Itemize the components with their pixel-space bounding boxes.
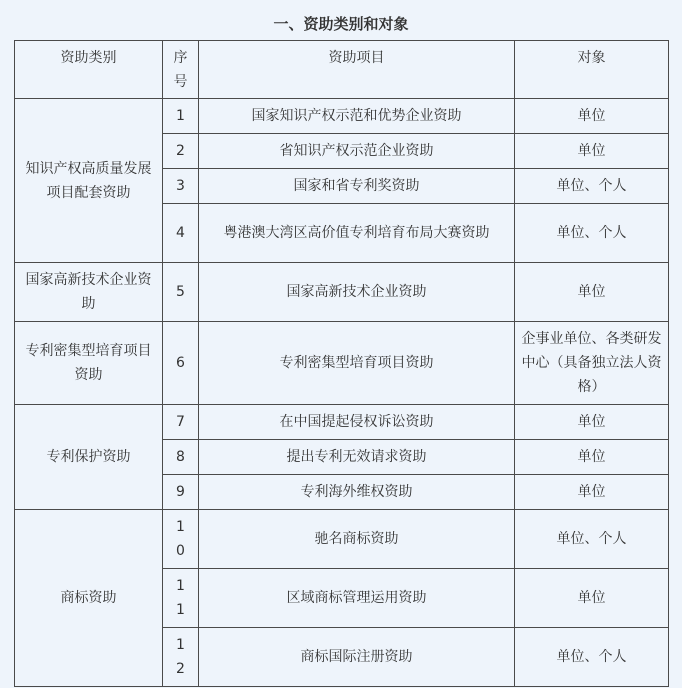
category-cell: [15, 322, 163, 405]
target-cell: 单位: [515, 569, 669, 628]
item-cell: 国家和省专利奖资助: [199, 169, 515, 204]
target-cell: 单位、个人: [515, 204, 669, 263]
category-text: 专利保护资助: [46, 449, 131, 465]
category-text: 国家高新技术企业资助: [25, 272, 152, 312]
seq-cell: [163, 510, 199, 569]
item-cell: 省知识产权示范企业资助: [199, 134, 515, 169]
seq-cell: [163, 405, 199, 440]
target-text: 企事业单位、各类研发中心（具备独立法人资格）: [521, 331, 662, 395]
seq-cell: [163, 99, 199, 134]
target-cell: 单位: [515, 263, 669, 322]
seq-cell: [163, 628, 199, 687]
item-cell: 商标国际注册资助: [199, 628, 515, 687]
category-cell: [15, 510, 163, 687]
table-row: [15, 322, 669, 405]
header-seq: [163, 41, 199, 99]
seq-text: 10: [176, 519, 185, 559]
header-row: [15, 41, 669, 99]
item-cell: 专利海外维权资助: [199, 475, 515, 510]
table-row: [15, 263, 669, 322]
item-cell: 专利密集型培育项目资助: [199, 322, 515, 405]
seq-text: 12: [176, 637, 185, 677]
header-target: 对象: [515, 41, 669, 99]
section-title: 一、资助类别和对象: [273, 15, 409, 33]
target-cell: 单位、个人: [515, 628, 669, 687]
item-cell: 驰名商标资助: [199, 510, 515, 569]
category-cell: [15, 99, 163, 263]
header-seq-text: 序号: [173, 50, 188, 90]
category-text: 知识产权高质量发展项目配套资助: [25, 160, 152, 201]
target-cell: 单位、个人: [515, 169, 669, 204]
category-text: 专利密集型培育项目资助: [25, 343, 152, 383]
seq-cell: [163, 134, 199, 169]
seq-text: 9: [176, 484, 185, 500]
seq-cell: [163, 475, 199, 510]
item-cell: 提出专利无效请求资助: [199, 440, 515, 475]
seq-cell: [163, 569, 199, 628]
item-cell: 国家知识产权示范和优势企业资助: [199, 99, 515, 134]
seq-text: 1: [176, 108, 185, 124]
seq-cell: [163, 204, 199, 263]
seq-cell: [163, 440, 199, 475]
seq-text: 7: [176, 414, 185, 430]
seq-text: 3: [176, 178, 185, 194]
header-item: 资助项目: [199, 41, 515, 99]
item-cell: 粤港澳大湾区高价值专利培育布局大赛资助: [199, 204, 515, 263]
target-cell: 单位、个人: [515, 510, 669, 569]
target-cell: [515, 322, 669, 405]
header-category: 资助类别: [15, 41, 163, 99]
seq-text: 2: [176, 143, 185, 159]
category-cell: [15, 405, 163, 510]
category-cell: [15, 263, 163, 322]
target-cell: 单位: [515, 475, 669, 510]
target-cell: 单位: [515, 405, 669, 440]
category-text: 商标资助: [60, 590, 117, 606]
item-cell: 国家高新技术企业资助: [199, 263, 515, 322]
seq-cell: [163, 322, 199, 405]
seq-text: 5: [176, 284, 185, 300]
table-row: [15, 405, 669, 440]
seq-cell: [163, 263, 199, 322]
table-row: [15, 99, 669, 134]
target-cell: 单位: [515, 440, 669, 475]
seq-text: 6: [176, 355, 185, 371]
seq-text: 4: [176, 225, 185, 241]
seq-text: 8: [176, 449, 185, 465]
item-cell: 区域商标管理运用资助: [199, 569, 515, 628]
item-cell: 在中国提起侵权诉讼资助: [199, 405, 515, 440]
table-row: [15, 510, 669, 569]
seq-cell: [163, 169, 199, 204]
seq-text: 11: [176, 578, 185, 618]
funding-table: [14, 40, 669, 687]
target-cell: 单位: [515, 134, 669, 169]
target-cell: 单位: [515, 99, 669, 134]
